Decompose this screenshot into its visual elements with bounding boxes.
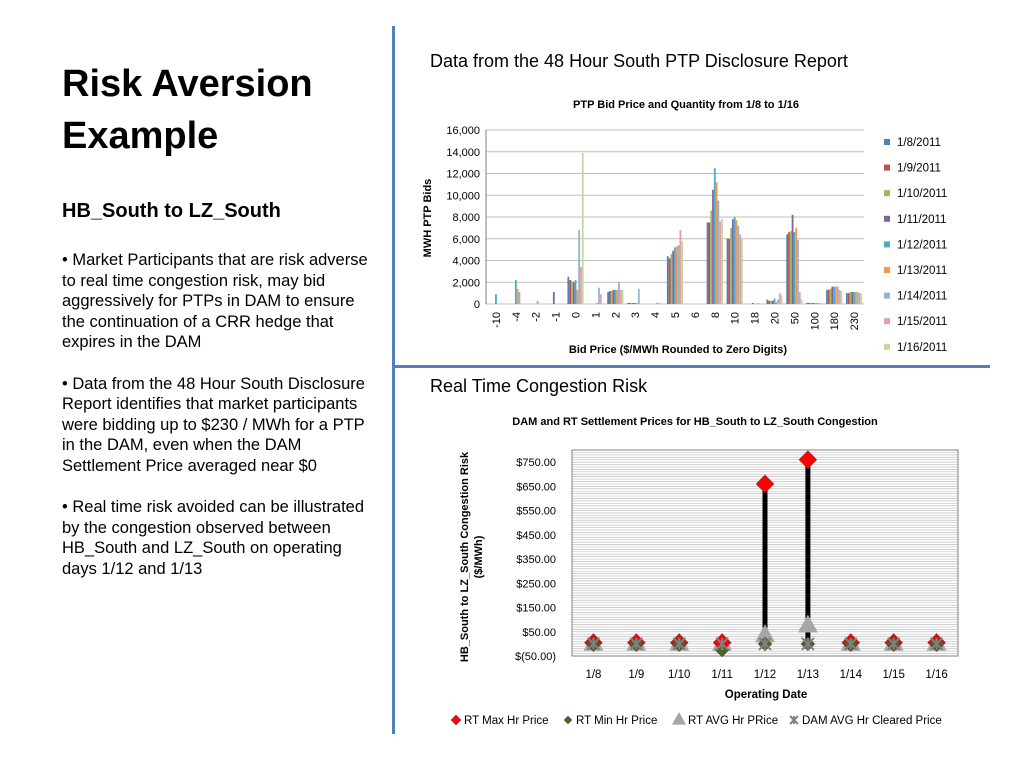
chart-title: PTP Bid Price and Quantity from 1/8 to 1/16 (573, 99, 799, 111)
slide-subtitle: HB_South to LZ_South (62, 200, 281, 222)
legend-entry: 1/15/2011 (897, 316, 948, 329)
y-tick-label: 14,000 (446, 146, 480, 159)
y-axis-label: HB_South to LZ_South Congestion Risk ($/MWh) (459, 451, 485, 663)
x-tick-label: 1/14 (839, 669, 862, 681)
x-tick-label: -4 (510, 312, 523, 322)
section-heading-ptp: Data from the 48 Hour South PTP Disclosure Report (430, 51, 848, 71)
x-tick-label: 1/11 (711, 669, 733, 681)
x-tick-label: 230 (849, 312, 862, 331)
y-tick-label: 6,000 (452, 233, 480, 246)
x-tick-label: 8 (709, 312, 722, 319)
y-tick-label: $450.00 (516, 529, 556, 542)
legend-entry: RT Min Hr Price (576, 715, 658, 727)
legend-entry: 1/10/2011 (897, 188, 948, 201)
y-tick-label: $650.00 (516, 481, 556, 494)
x-tick-label: 4 (650, 312, 663, 319)
max-price-marker (756, 475, 774, 493)
x-tick-label: 1/8 (585, 669, 602, 681)
x-tick-label: 10 (729, 312, 742, 325)
chart-title: DAM and RT Settlement Prices for HB_South to LZ_South Congestion (512, 416, 878, 428)
y-tick-label: $350.00 (516, 554, 556, 567)
legend-marker (451, 715, 461, 725)
legend-entry: 1/8/2011 (897, 137, 941, 149)
bullet-item: • Market Participants that are risk adverse to real time congestion risk, may bid aggressively for PTPs in DAM to ensure the continuation of a CRR hedge that expires in the DAM (62, 251, 368, 351)
legend-entry: 1/14/2011 (897, 290, 948, 303)
x-tick-label: 50 (789, 312, 802, 325)
legend-entry: 1/11/2011 (897, 213, 947, 226)
x-tick-label: -1 (550, 312, 563, 322)
y-tick-label: 16,000 (446, 125, 480, 137)
y-tick-label: 4,000 (452, 255, 480, 268)
y-tick-label: $250.00 (516, 578, 556, 591)
x-tick-label: -10 (490, 312, 503, 328)
y-tick-label: 8,000 (452, 212, 480, 224)
y-tick-label: 2,000 (452, 277, 480, 290)
x-tick-label: 20 (769, 312, 782, 325)
x-tick-label: 3 (630, 312, 643, 319)
x-tick-label: 5 (670, 312, 682, 319)
section-heading-rt: Real Time Congestion Risk (430, 376, 648, 396)
bullet-item: • Real time risk avoided can be illustrated by the congestion observed between HB_South and LZ_South on operating days 1/12 and 1/13 (62, 498, 365, 578)
legend-entry: 1/9/2011 (897, 162, 941, 175)
x-tick-label: 1/10 (668, 669, 691, 681)
x-tick-label: 6 (689, 312, 702, 319)
legend-marker (564, 716, 572, 724)
y-tick-label: $50.00 (522, 626, 556, 639)
max-price-marker (799, 451, 817, 469)
x-tick-label: 1/12 (753, 669, 777, 681)
x-tick-label: -2 (530, 312, 543, 322)
y-tick-label: 0 (473, 299, 480, 311)
legend-entry: RT AVG Hr PRice (688, 715, 779, 727)
x-tick-label: 1/13 (796, 669, 820, 681)
x-axis-label: Bid Price ($/MWh Rounded to Zero Digits) (568, 344, 788, 356)
legend-entry: 1/13/2011 (897, 265, 948, 277)
bullet-item: • Data from the 48 Hour South Disclosure Report identifies that market participants were bidding up to $230 / MWh for a PTP in the DAM, even when the DAM Settlement Price averaged near $0 (62, 374, 365, 475)
slide-title: Risk Aversion Example (62, 63, 313, 157)
x-tick-label: 2 (610, 312, 623, 319)
legend-entry: RT Max Hr Price (464, 715, 549, 727)
x-tick-label: 1 (590, 312, 603, 319)
y-tick-label: 10,000 (446, 190, 480, 203)
y-tick-label: $750.00 (516, 457, 556, 470)
x-tick-label: 1/15 (882, 669, 905, 681)
legend-entry: 1/12/2011 (897, 239, 948, 252)
y-axis-label: MWH PTP Bids (422, 178, 434, 258)
legend-entry: 1/16/2011 (897, 341, 948, 354)
x-axis-label: Operating Date (724, 689, 808, 701)
x-tick-label: 1/16 (925, 669, 948, 681)
x-tick-label: 18 (749, 312, 762, 325)
x-tick-label: 1/9 (628, 669, 645, 681)
x-tick-label: 100 (809, 312, 822, 331)
legend-entry: DAM AVG Hr Cleared Price (802, 715, 942, 727)
x-tick-label: 180 (829, 312, 842, 331)
y-tick-label: $(50.00) (515, 651, 556, 663)
y-tick-label: $150.00 (516, 602, 556, 615)
legend-marker (672, 712, 686, 725)
y-tick-label: $550.00 (516, 505, 556, 518)
y-tick-label: 12,000 (446, 168, 480, 181)
legend-marker (790, 716, 798, 724)
x-tick-label: 0 (570, 312, 583, 319)
